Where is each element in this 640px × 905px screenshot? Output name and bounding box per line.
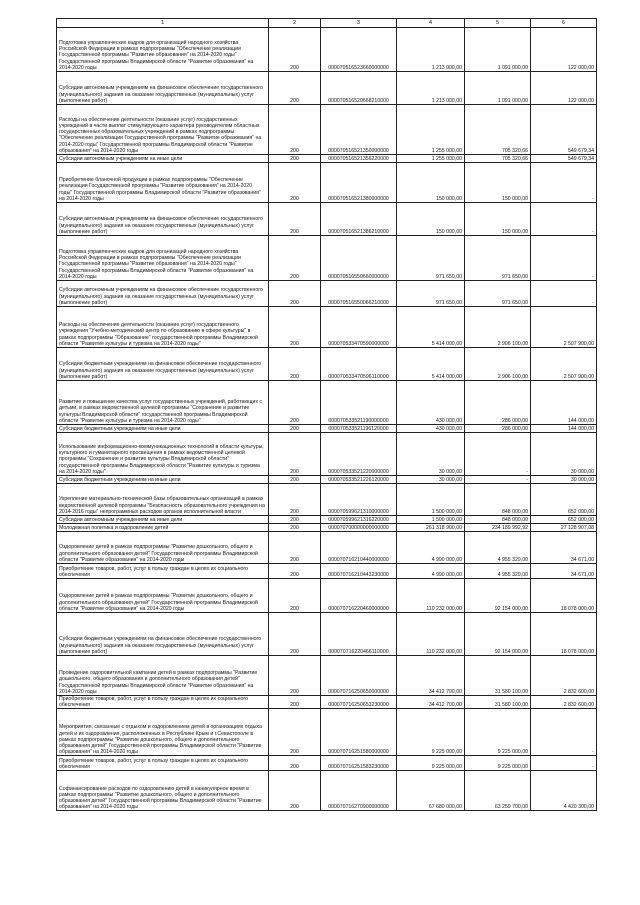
executed-amount-cell: 234 189 992,92 [465, 524, 531, 532]
line-code-cell: 200 [269, 236, 321, 281]
approved-amount-cell: 1 213 000,00 [397, 72, 465, 105]
indicator-name-cell: Субсидии автономным учреждениям на финансовое обеспечение государственного (муниципального) задания на оказание государственных (муниципальных) услуг (выполнение работ) [57, 72, 269, 105]
budget-code-cell: 000070716220466110000 [321, 613, 397, 656]
executed-amount-cell: 971 650,00 [465, 236, 531, 281]
indicator-name-cell: Оздоровление детей в рамках подпрограммы "Развитие дошкольного, общего и дополнительного образования детей" Государственной программы Владимирской области "Развитие образования" на 2014-2020 годы [57, 532, 269, 564]
table-row [57, 203, 597, 236]
executed-amount-cell: 705 320,66 [465, 105, 531, 155]
line-code-cell: 200 [269, 163, 321, 203]
budget-code-cell: 000070533521226120000 [321, 476, 397, 484]
executed-amount-cell: 31 580 100,00 [465, 696, 531, 709]
indicator-name-cell: Подготовка управленческих кадров для организаций народного хозяйства Российской Федерации в рамках подпрограммы "Обеспечение реализации Государственной программы "Развитие образования" на 2014-2020 годы" Государственной программы Владимирской области "Развитие образования" на 2014-2020 годы [57, 28, 269, 72]
table-row [57, 613, 597, 656]
indicator-name-cell: Субсидии бюджетным учреждениям на иные цели [57, 425, 269, 433]
approved-amount-cell: 1 213 000,00 [397, 28, 465, 72]
indicator-name-cell: Молодежная политика и оздоровление детей [57, 524, 269, 532]
executed-amount-cell: 9 225 000,00 [465, 709, 531, 756]
budget-code-cell: 000070516550660000000 [321, 236, 397, 281]
column-header: 6 [531, 19, 597, 28]
line-code-cell: 200 [269, 433, 321, 476]
line-code-cell: 200 [269, 381, 321, 425]
executed-amount-cell: 150 000,00 [465, 203, 531, 236]
table-row [57, 433, 597, 476]
indicator-name-cell: Расходы на обеспечение деятельности (оказание услуг) государственных учреждений в части выплат стимулирующего характера руководителям областных государственных образовательных учреждений в рамках подпрограммы "Обеспечение реализации Государственной программы "Развитие образования" на 2014-2020 годы" Государственной программы Владимирской области "Развитие образования" на 2014-2020 годы [57, 105, 269, 155]
budget-code-cell: 000070599621310000000 [321, 484, 397, 516]
approved-amount-cell: 4 990 000,00 [397, 532, 465, 564]
unexecuted-amount-cell: - [531, 709, 597, 756]
indicator-name-cell: Проведение оздоровительной кампании детей в рамках подпрограммы "Развитие дошкольного, общего образования и дополнительного образования детей" Государственной программы Владимирской области "Развитие образования" на 2014-2020 годы [57, 656, 269, 696]
unexecuted-amount-cell: 2 832 600,00 [531, 696, 597, 709]
approved-amount-cell: 1 500 000,00 [397, 516, 465, 524]
budget-code-cell: 000070716210440000000 [321, 532, 397, 564]
budget-code-cell: 000070516550066210000 [321, 281, 397, 307]
table-row [57, 348, 597, 381]
line-code-cell: 200 [269, 425, 321, 433]
budget-code-cell: 000070516521386210000 [321, 203, 397, 236]
table-row [57, 756, 597, 771]
executed-amount-cell: 63 259 700,00 [465, 771, 531, 811]
table-row [57, 28, 597, 72]
approved-amount-cell: 4 990 000,00 [397, 564, 465, 579]
approved-amount-cell: 971 650,00 [397, 281, 465, 307]
indicator-name-cell: Субсидии автономным учреждениям на финансовое обеспечение государственного (муниципального) задания на оказание государственных (муниципальных) услуг (выполнение работ) [57, 281, 269, 307]
line-code-cell: 200 [269, 709, 321, 756]
executed-amount-cell: - [465, 476, 531, 484]
line-code-cell: 200 [269, 484, 321, 516]
line-code-cell: 200 [269, 516, 321, 524]
line-code-cell: 200 [269, 203, 321, 236]
table-row [57, 236, 597, 281]
indicator-name-cell: Использование информационно-коммуникационных технологий в области культуры, культурного и гуманитарного просвещения в рамках ведомственной целевой программы "Сохранение и развитие культуры Владимирской области" государственной программы Владимирской области "Развитие культуры и туризма на 2014-2020 годы" [57, 433, 269, 476]
executed-amount-cell: 2 906 100,00 [465, 348, 531, 381]
budget-code-cell: 000070716251583230000 [321, 756, 397, 771]
column-header: 3 [321, 19, 397, 28]
budget-code-cell: 000070533521196120000 [321, 425, 397, 433]
table-row [57, 307, 597, 348]
indicator-name-cell: Развитие и повышение качества услуг государственных учреждений, работающих с детьми, в рамках ведомственной целевой программы "Сохранение и развитие культуры Владимирской области" государственной программы Владимирской области "Развитие культуры и туризма на 2014-2020 годы" [57, 381, 269, 425]
line-code-cell: 200 [269, 579, 321, 613]
approved-amount-cell: 150 000,00 [397, 163, 465, 203]
budget-code-cell: 000070716220460000000 [321, 579, 397, 613]
unexecuted-amount-cell: 549 679,34 [531, 155, 597, 163]
table-row [57, 381, 597, 425]
column-header: 4 [397, 19, 465, 28]
executed-amount-cell: - [465, 433, 531, 476]
table-row [57, 484, 597, 516]
indicator-name-cell: Субсидии бюджетным учреждениям на иные цели [57, 476, 269, 484]
approved-amount-cell: 5 414 000,00 [397, 307, 465, 348]
unexecuted-amount-cell: 2 507 900,00 [531, 348, 597, 381]
indicator-name-cell: Расходы на обеспечение деятельности (оказание услуг) государственного учреждения "Учебно-методический центр по образованию в сфере культуры" в рамках подпрограммы "Образование" государственной программы Владимирской области "Развитие культуры и туризма на 2014-2020 годы" [57, 307, 269, 348]
table-row [57, 579, 597, 613]
executed-amount-cell: 4 955 329,00 [465, 564, 531, 579]
unexecuted-amount-cell: 549 679,34 [531, 105, 597, 155]
unexecuted-amount-cell: 30 000,00 [531, 476, 597, 484]
table-row [57, 532, 597, 564]
budget-code-cell: 000070516521356220000 [321, 155, 397, 163]
line-code-cell: 200 [269, 105, 321, 155]
executed-amount-cell: 9 225 000,00 [465, 756, 531, 771]
budget-code-cell: 000070533521220000000 [321, 433, 397, 476]
indicator-name-cell: Субсидии бюджетным учреждениям на финансовое обеспечение государственного (муниципального) задания на оказание государственных (муниципальных) услуг (выполнение работ) [57, 613, 269, 656]
unexecuted-amount-cell: - [531, 163, 597, 203]
approved-amount-cell: 9 225 000,00 [397, 756, 465, 771]
line-code-cell: 200 [269, 307, 321, 348]
line-code-cell: 200 [269, 532, 321, 564]
line-code-cell: 200 [269, 771, 321, 811]
executed-amount-cell: 1 091 000,00 [465, 28, 531, 72]
unexecuted-amount-cell: - [531, 756, 597, 771]
unexecuted-amount-cell: - [531, 281, 597, 307]
approved-amount-cell: 34 412 700,00 [397, 696, 465, 709]
indicator-name-cell: Субсидии автономным учреждениям на иные цели [57, 516, 269, 524]
approved-amount-cell: 30 000,00 [397, 476, 465, 484]
column-header: 5 [465, 19, 531, 28]
table-row [57, 155, 597, 163]
line-code-cell: 200 [269, 696, 321, 709]
unexecuted-amount-cell: 122 000,00 [531, 28, 597, 72]
unexecuted-amount-cell: 122 000,00 [531, 72, 597, 105]
unexecuted-amount-cell: 652 000,00 [531, 516, 597, 524]
budget-code-cell: 000070716250653230000 [321, 696, 397, 709]
unexecuted-amount-cell: - [531, 203, 597, 236]
approved-amount-cell: 971 650,00 [397, 236, 465, 281]
approved-amount-cell: 1 255 000,00 [397, 105, 465, 155]
unexecuted-amount-cell: 144 000,00 [531, 425, 597, 433]
line-code-cell: 200 [269, 155, 321, 163]
executed-amount-cell: 4 955 329,00 [465, 532, 531, 564]
budget-code-cell: 000070716251580000000 [321, 709, 397, 756]
indicator-name-cell: Субсидии бюджетным учреждениям на финансовое обеспечение государственного (муниципального) задания на оказание государственных (муниципальных) услуг (выполнение работ) [57, 348, 269, 381]
unexecuted-amount-cell: 2 507 900,00 [531, 307, 597, 348]
approved-amount-cell: 430 000,00 [397, 425, 465, 433]
approved-amount-cell: 110 232 000,00 [397, 579, 465, 613]
line-code-cell: 200 [269, 656, 321, 696]
table-row [57, 425, 597, 433]
budget-code-cell: 000070716250650000000 [321, 656, 397, 696]
executed-amount-cell: 92 154 000,00 [465, 613, 531, 656]
table-row [57, 516, 597, 524]
budget-code-cell: 000070516521380000000 [321, 163, 397, 203]
line-code-cell: 200 [269, 476, 321, 484]
unexecuted-amount-cell: 652 000,00 [531, 484, 597, 516]
budget-code-cell: 000070599621316220000 [321, 516, 397, 524]
approved-amount-cell: 430 000,00 [397, 381, 465, 425]
budget-execution-table [56, 18, 597, 811]
indicator-name-cell: Мероприятия, связанные с отдыхом и оздоровлением детей в организациях отдыха детей и их оздоровления, расположенных в Республике Крым и г.Севастополе в рамках подпрограммы "Развитие дошкольного, общего и дополнительного образования детей" Государственной программы Владимирской области "Развитие образования" на 2014-2020 годы [57, 709, 269, 756]
unexecuted-amount-cell: 144 000,00 [531, 381, 597, 425]
unexecuted-amount-cell: 30 000,00 [531, 433, 597, 476]
indicator-name-cell: Софинансирование расходов по оздоровлению детей в каникулярное время в рамках подпрограммы "Развитие дошкольного, общего и дополнительного образования детей" Государственной программы Владимирской области "Развитие образования" на 2014-2020 годы [57, 771, 269, 811]
executed-amount-cell: 286 000,00 [465, 425, 531, 433]
budget-code-cell: 000070533470596110000 [321, 348, 397, 381]
executed-amount-cell: 971 650,00 [465, 281, 531, 307]
approved-amount-cell: 1 500 000,00 [397, 484, 465, 516]
table-row [57, 771, 597, 811]
budget-code-cell: 000070533521190000000 [321, 381, 397, 425]
table-row [57, 72, 597, 105]
executed-amount-cell: 1 091 000,00 [465, 72, 531, 105]
budget-code-cell: 000070516523660000000 [321, 28, 397, 72]
indicator-name-cell: Приобретение бланочной продукции в рамках подпрограммы "Обеспечение реализации Государственной программы "Развитие образования" на 2014-2020 годы" Государственной программы Владимирской области "Развитие образования" на 2014-2020 годы [57, 163, 269, 203]
executed-amount-cell: 31 580 100,00 [465, 656, 531, 696]
line-code-cell: 200 [269, 613, 321, 656]
executed-amount-cell: 2 906 100,00 [465, 307, 531, 348]
line-code-cell: 200 [269, 524, 321, 532]
table-row [57, 709, 597, 756]
approved-amount-cell: 9 225 000,00 [397, 709, 465, 756]
executed-amount-cell: 848 000,00 [465, 484, 531, 516]
budget-code-cell: 000070716210443230000 [321, 564, 397, 579]
approved-amount-cell: 261 318 900,00 [397, 524, 465, 532]
table-row [57, 105, 597, 155]
table-row [57, 564, 597, 579]
table-row [57, 656, 597, 696]
unexecuted-amount-cell: 4 420 300,00 [531, 771, 597, 811]
table-header-row [57, 19, 597, 28]
budget-code-cell: 000070516520668210000 [321, 72, 397, 105]
line-code-cell: 200 [269, 348, 321, 381]
indicator-name-cell: Приобретение товаров, работ, услуг в пользу граждан в целях их социального обеспечения [57, 696, 269, 709]
budget-code-cell: 000070516521350000000 [321, 105, 397, 155]
table-row [57, 524, 597, 532]
line-code-cell: 200 [269, 72, 321, 105]
approved-amount-cell: 150 000,00 [397, 203, 465, 236]
table-row [57, 281, 597, 307]
indicator-name-cell: Субсидии автономным учреждениям на финансовое обеспечение государственного (муниципального) задания на оказание государственных (муниципальных) услуг (выполнение работ) [57, 203, 269, 236]
indicator-name-cell: Подготовка управленческих кадров для организаций народного хозяйства Российской Федерации в рамках подпрограммы "Обеспечение реализации Государственной программы "Развитие образования" на 2014-2020 годы" Государственной программы Владимирской области "Развитие образования" на 2014-2020 годы [57, 236, 269, 281]
executed-amount-cell: 92 154 000,00 [465, 579, 531, 613]
unexecuted-amount-cell: 34 671,00 [531, 532, 597, 564]
approved-amount-cell: 30 000,00 [397, 433, 465, 476]
line-code-cell: 200 [269, 564, 321, 579]
executed-amount-cell: 286 000,00 [465, 381, 531, 425]
table-row [57, 163, 597, 203]
indicator-name-cell: Оздоровление детей в рамках подпрограммы "Развитие дошкольного, общего и дополнительного образования детей" Государственной программы Владимирской области "Развитие образования" на 2014-2020 годы [57, 579, 269, 613]
executed-amount-cell: 705 320,66 [465, 155, 531, 163]
table-row [57, 476, 597, 484]
budget-code-cell: 000070716270900000000 [321, 771, 397, 811]
unexecuted-amount-cell: 27 128 907,08 [531, 524, 597, 532]
indicator-name-cell: Приобретение товаров, работ, услуг в пользу граждан в целях их социального обеспечения [57, 564, 269, 579]
unexecuted-amount-cell: 18 078 000,00 [531, 579, 597, 613]
unexecuted-amount-cell: 18 078 000,00 [531, 613, 597, 656]
approved-amount-cell: 110 232 000,00 [397, 613, 465, 656]
unexecuted-amount-cell: 2 832 600,00 [531, 656, 597, 696]
line-code-cell: 200 [269, 28, 321, 72]
line-code-cell: 200 [269, 281, 321, 307]
unexecuted-amount-cell: 34 671,00 [531, 564, 597, 579]
column-header: 1 [57, 19, 269, 28]
approved-amount-cell: 34 412 700,00 [397, 656, 465, 696]
indicator-name-cell: Приобретение товаров, работ, услуг в пользу граждан в целях их социального обеспечения [57, 756, 269, 771]
approved-amount-cell: 1 255 000,00 [397, 155, 465, 163]
budget-code-cell: 000070700000000000000 [321, 524, 397, 532]
budget-code-cell: 000070533470590000000 [321, 307, 397, 348]
unexecuted-amount-cell: - [531, 236, 597, 281]
column-header: 2 [269, 19, 321, 28]
executed-amount-cell: 150 000,00 [465, 163, 531, 203]
indicator-name-cell: Укрепление материально-технической базы образовательных организаций в рамках ведомственной целевой программы "Безопасность образовательного учреждения на 2014-2016 годы" непрограммных расходов органов исполнительной власти [57, 484, 269, 516]
approved-amount-cell: 5 414 000,00 [397, 348, 465, 381]
executed-amount-cell: 848 000,00 [465, 516, 531, 524]
table-row [57, 696, 597, 709]
indicator-name-cell: Субсидии автономным учреждениям на иные цели [57, 155, 269, 163]
line-code-cell: 200 [269, 756, 321, 771]
approved-amount-cell: 67 680 000,00 [397, 771, 465, 811]
